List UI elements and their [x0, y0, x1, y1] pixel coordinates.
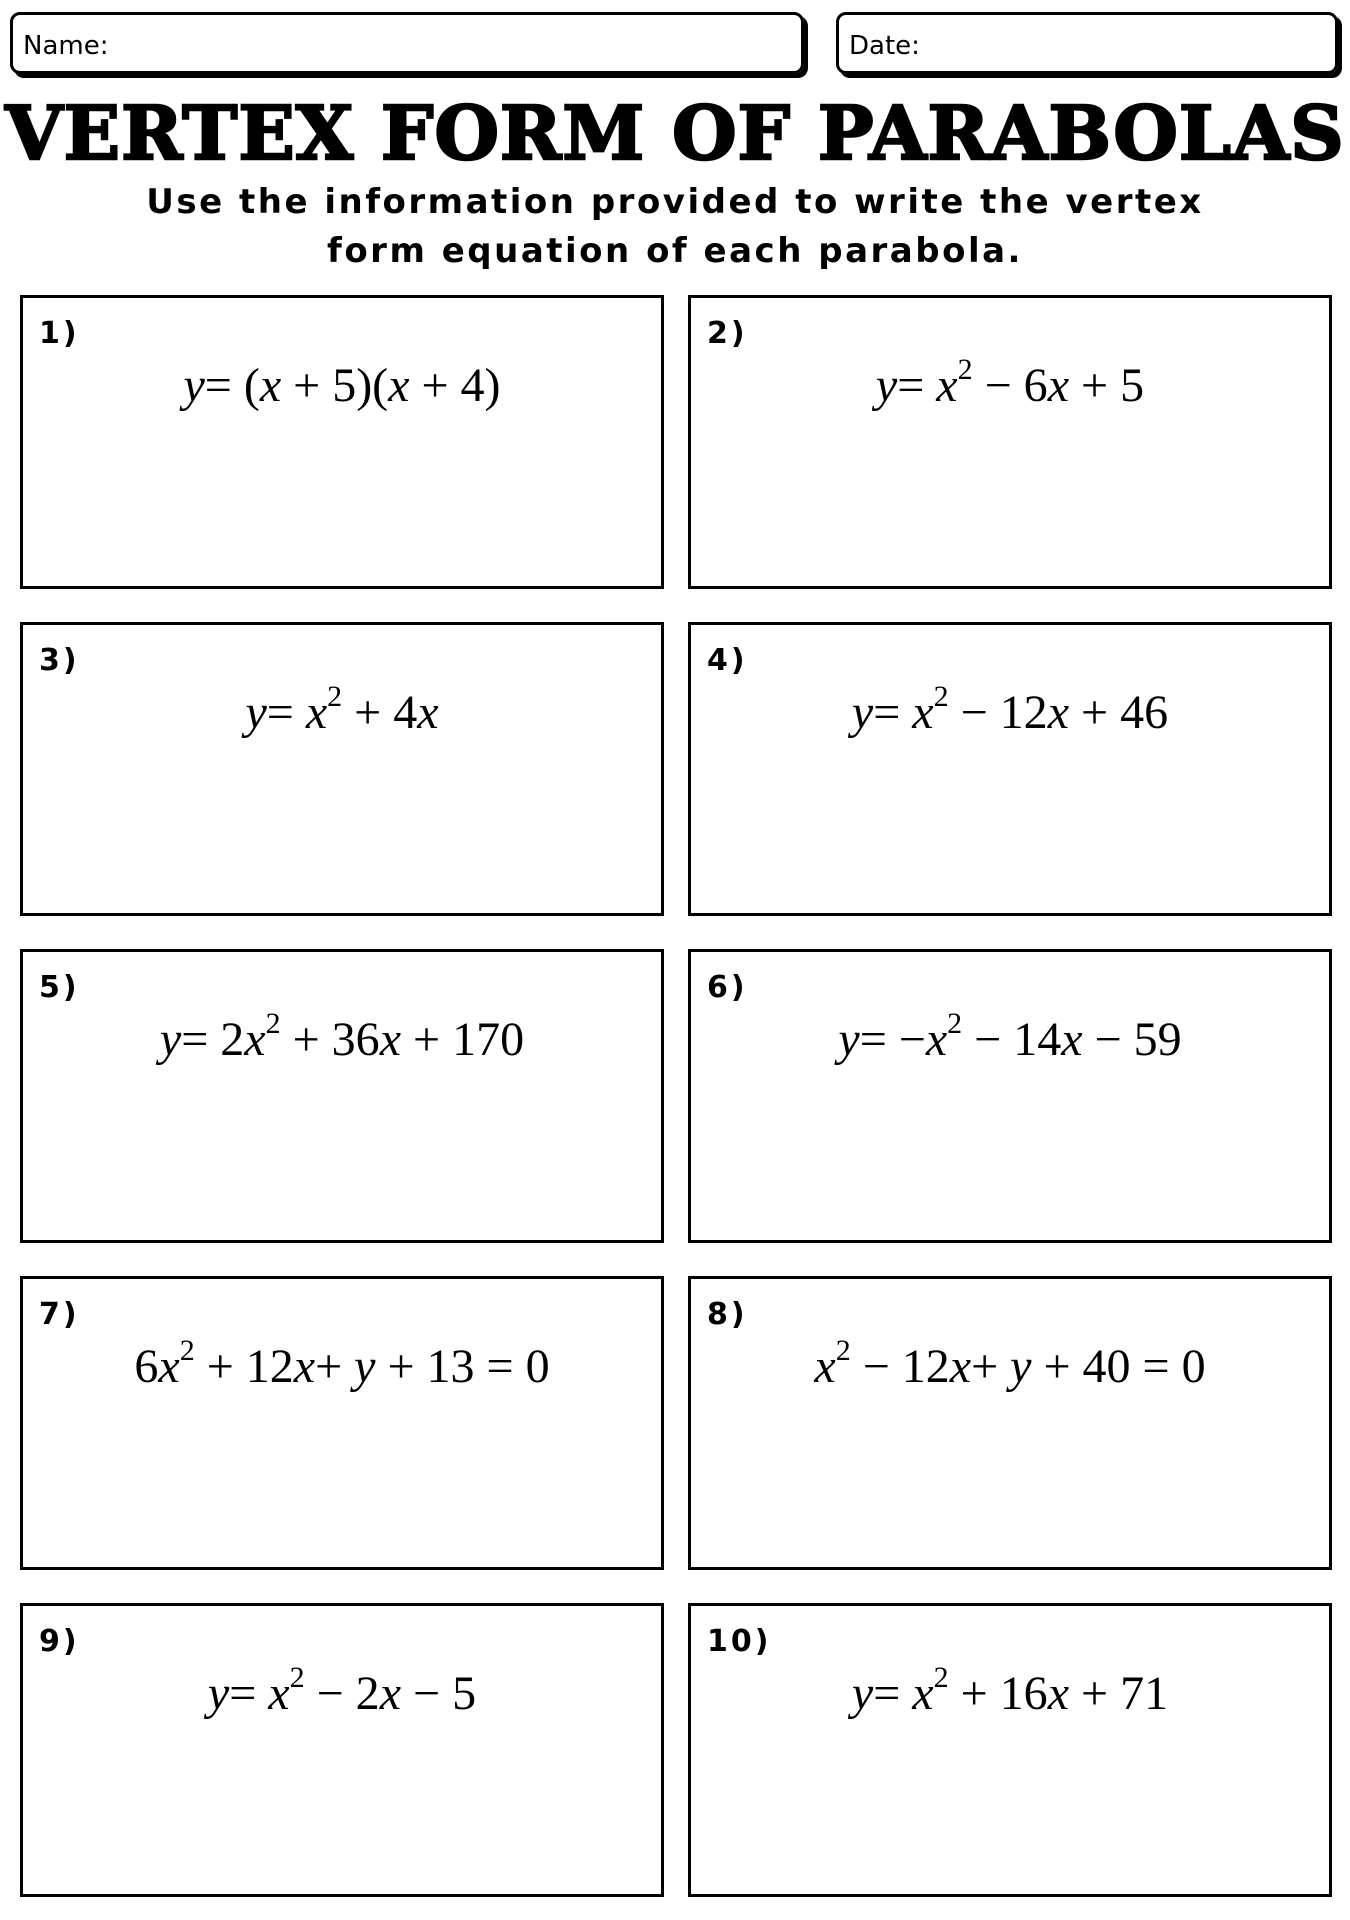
problem-box-3[interactable] [20, 622, 664, 916]
instructions: Use the information provided to write the vertex form equation of each parabola. [146, 182, 1204, 271]
problem-equation: $x^2 - 12x+ y + 40 = 0$ [814, 1334, 1206, 1393]
problem-equation: $y= x^2 + 4x$ [245, 680, 439, 739]
problem-equation: $y= x^2 - 12x + 46$ [851, 680, 1169, 739]
problem-number: 10) [707, 1624, 772, 1659]
problem-grid [20, 295, 1332, 1897]
problem-equation: $y= -x^2 - 14x - 59$ [838, 1007, 1182, 1066]
problem-box-1[interactable] [20, 295, 664, 589]
problem-equation: y= (x + 5)(x + 4) [183, 359, 501, 412]
problem-equation: $y= x^2 - 2x - 5$ [207, 1661, 477, 1720]
date-label: Date: [849, 31, 920, 61]
problem-equation: $y= 2x^2 + 36x + 170$ [159, 1007, 525, 1066]
problem-box-7[interactable] [20, 1276, 664, 1570]
problem-equation: $6x^2 + 12x+ y + 13 = 0$ [134, 1334, 550, 1393]
date-field[interactable] [836, 12, 1338, 74]
problem-number: 8) [707, 1297, 748, 1332]
problem-number: 1) [39, 316, 80, 351]
problem-box-5[interactable] [20, 949, 664, 1243]
problem-number: 7) [39, 1297, 80, 1332]
problem-equation: $y= x^2 + 16x + 71$ [851, 1661, 1169, 1720]
problem-box-4[interactable] [688, 622, 1332, 916]
name-field[interactable] [10, 12, 804, 74]
problem-box-10[interactable] [688, 1603, 1332, 1897]
name-label: Name: [23, 31, 109, 61]
problem-equation: $y= x^2 - 6x + 5$ [875, 353, 1145, 412]
problem-number: 4) [707, 643, 748, 678]
problem-box-6[interactable] [688, 949, 1332, 1243]
worksheet-title: VERTEX FORM OF PARABOLAS [5, 91, 1345, 177]
problem-box-2[interactable] [688, 295, 1332, 589]
problem-number: 6) [707, 970, 748, 1005]
problem-number: 9) [39, 1624, 80, 1659]
problem-box-8[interactable] [688, 1276, 1332, 1570]
problem-number: 2) [707, 316, 748, 351]
problem-number: 5) [39, 970, 80, 1005]
problem-box-9[interactable] [20, 1603, 664, 1897]
problem-number: 3) [39, 643, 80, 678]
